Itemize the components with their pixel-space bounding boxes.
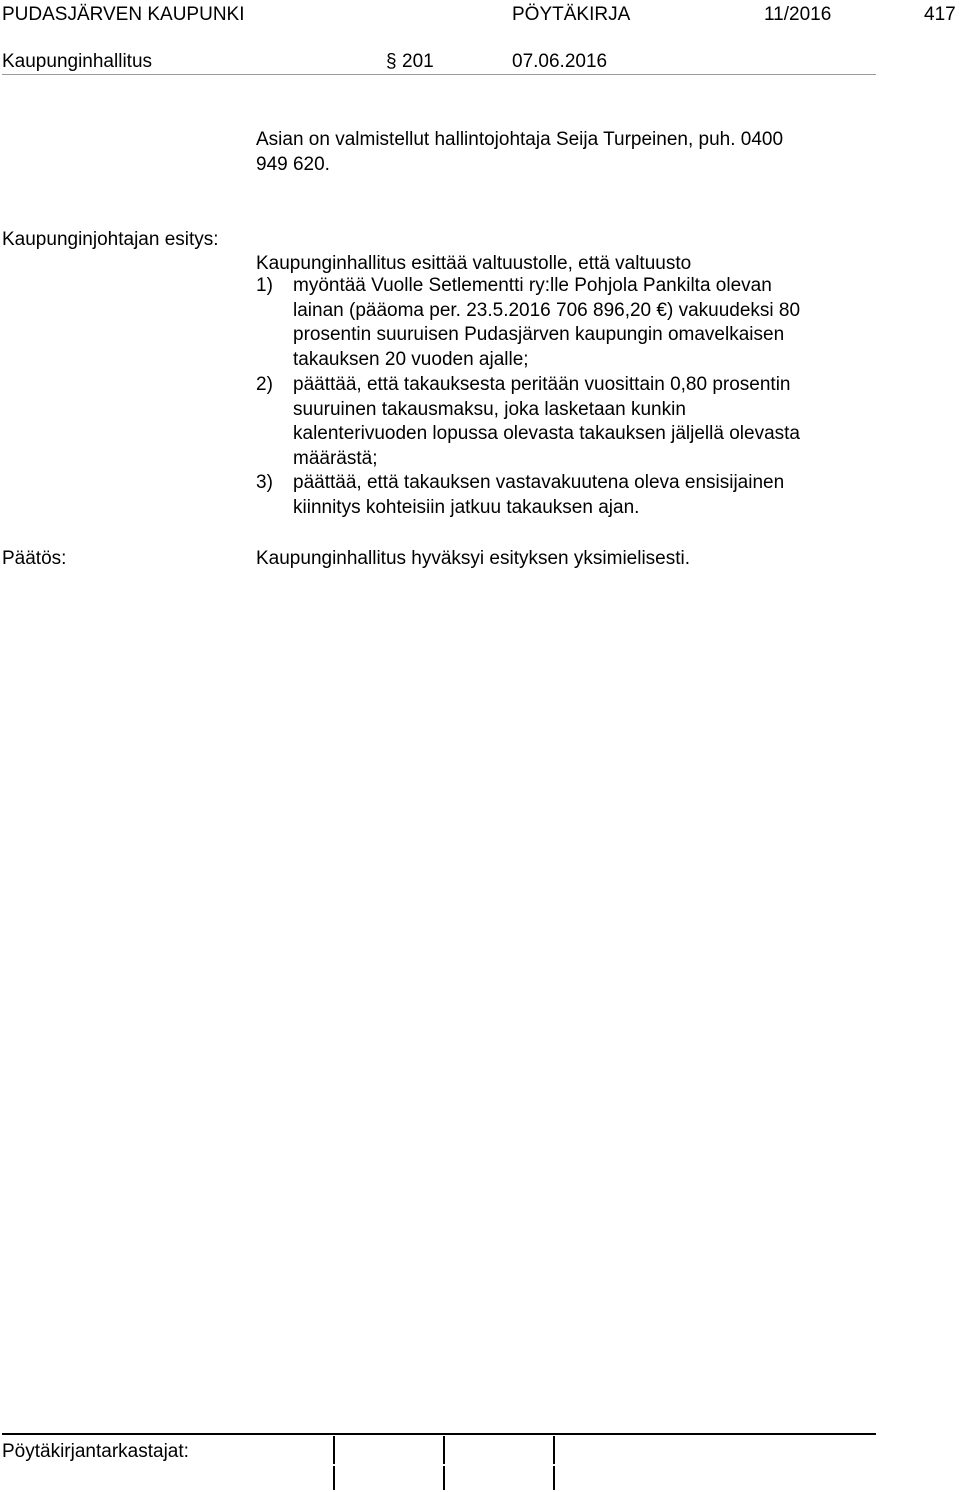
item-line: prosentin suuruisen Pudasjärven kaupungin omavelkaisen [293, 324, 785, 346]
governing-body: Kaupunginhallitus [2, 51, 153, 72]
item-text [293, 471, 893, 520]
item-number: 3) [256, 472, 273, 493]
item-line: myöntää Vuolle Setlementti ry:lle Pohjola Pankilta olevan [293, 275, 772, 296]
signature-line [443, 1466, 445, 1490]
footer-label: Pöytäkirjantarkastajat: [2, 1441, 189, 1462]
footer-divider [2, 1433, 876, 1435]
decision-text: Kaupunginhallitus hyväksyi esityksen yksimielisesti. [256, 548, 691, 569]
header-divider [2, 74, 876, 75]
item-number: 2) [256, 374, 273, 395]
signature-line [553, 1466, 555, 1490]
item-line: takauksen 20 vuoden ajalle; [293, 348, 529, 370]
signature-line [553, 1436, 555, 1464]
signature-line [333, 1436, 335, 1464]
document-type: PÖYTÄKIRJA [512, 4, 631, 25]
item-text [293, 274, 893, 372]
preparer-line-1: Asian on valmistellut hallintojohtaja Seija Turpeinen, puh. 0400 [256, 129, 784, 150]
item-line: päättää, että takauksen vastavakuutena oleva ensisijainen [293, 472, 785, 493]
issue-number: 11/2016 [764, 4, 832, 25]
item-line: kalenterivuoden lopussa olevasta takauksen jäljellä olevasta [293, 423, 800, 445]
proposal-item-2 [256, 373, 896, 473]
decision-label: Päätös: [2, 548, 67, 569]
proposal-item-3 [256, 471, 896, 523]
item-line: lainan (pääoma per. 23.5.2016 706 896,20 €) vakuudeksi 80 [293, 299, 801, 321]
section-number: 201 [402, 51, 434, 72]
item-line: päättää, että takauksesta peritään vuosittain 0,80 prosentin [293, 374, 791, 395]
item-line: kiinnitys kohteisiin jatkuu takauksen ajan. [293, 496, 640, 518]
proposal-item-1 [256, 274, 896, 374]
proposal-label: Kaupunginjohtajan esitys: [2, 229, 219, 250]
signature-line [443, 1436, 445, 1464]
municipality-name: PUDASJÄRVEN KAUPUNKI [2, 4, 245, 25]
preparer-line-2: 949 620. [256, 154, 330, 175]
signature-line [333, 1466, 335, 1490]
item-line: suuruinen takausmaksu, joka lasketaan kunkin [293, 398, 686, 420]
page-number: 417 [924, 4, 956, 25]
item-text [293, 373, 893, 471]
meeting-date: 07.06.2016 [512, 51, 608, 72]
item-number: 1) [256, 275, 273, 296]
section-symbol: § [386, 51, 397, 72]
item-line: määrästä; [293, 447, 378, 469]
proposal-intro: Kaupunginhallitus esittää valtuustolle, että valtuusto [256, 253, 692, 274]
